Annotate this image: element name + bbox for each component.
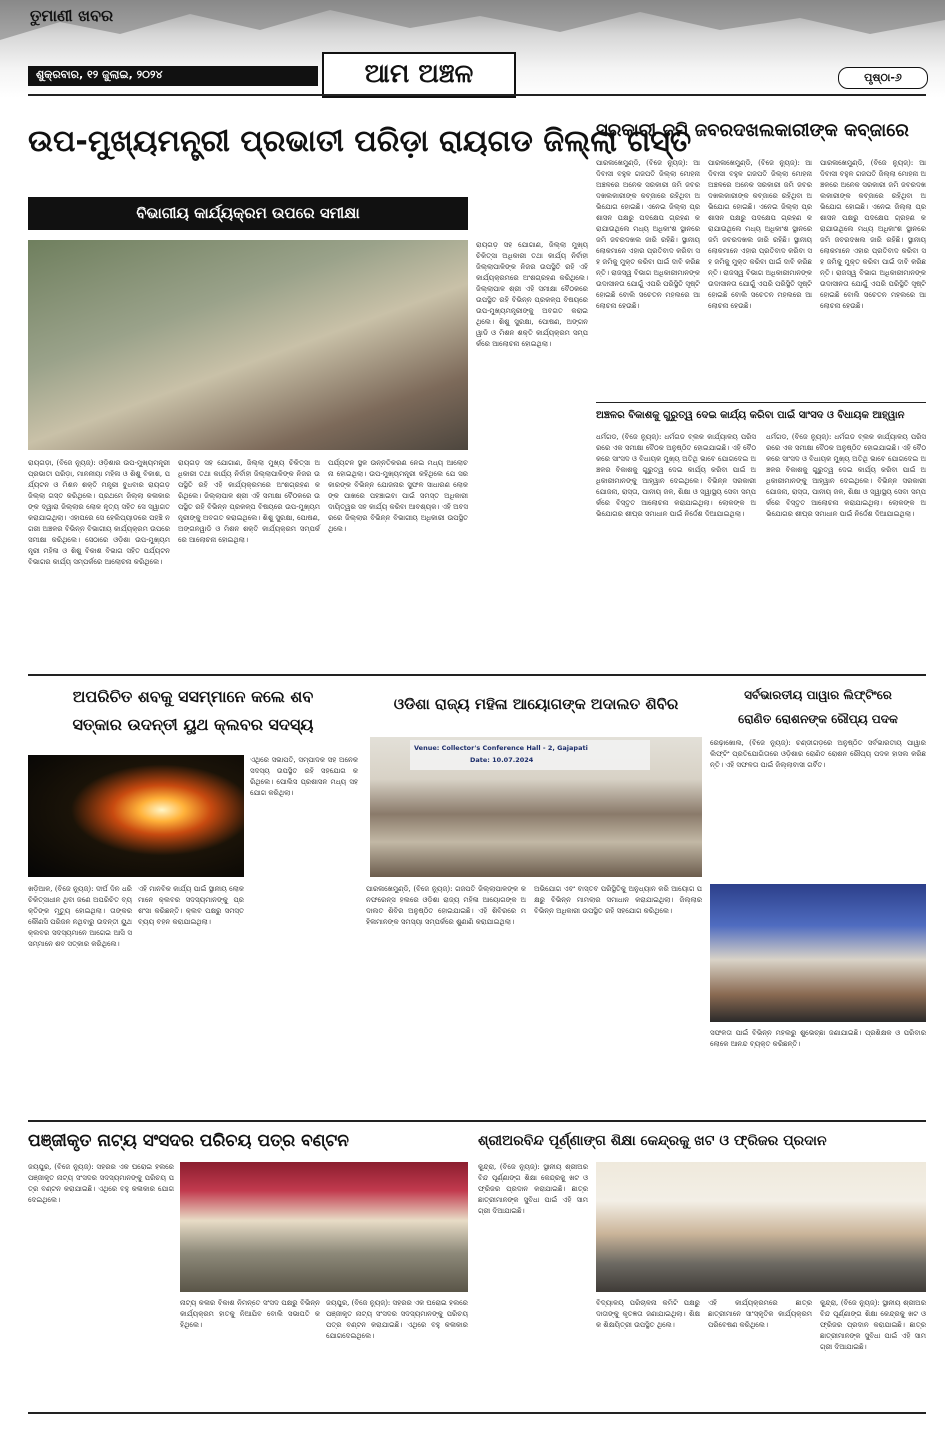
story6-headline-line1: ସର୍ବଭାରତୀୟ ପାୱାର ଲିଫ୍ଟିଂରେ bbox=[744, 688, 892, 702]
story1-photo bbox=[28, 240, 468, 450]
story8-headline: ଶ୍ରୀଅରବିନ୍ଦ ପୂର୍ଣ୍ଣାଙ୍ଗ ଶିକ୍ଷା କେନ୍ଦ୍ରକୁ ଖଟ ଓ ଫ୍ରିଜର ପ୍ରଦାନ bbox=[478, 1133, 827, 1149]
row1-divider bbox=[28, 674, 926, 676]
story7-body-col2: ନାଟ୍ୟ କଳାର ବିକାଶ ନିମନ୍ତେ ସଂସଦ ପକ୍ଷରୁ ବିଭିନ୍ନ କାର୍ଯ୍ୟକ୍ରମ ହାତକୁ ନିଆଯିବ ବୋଲି ସଭାପତି କହିଥିଲେ। bbox=[180, 1299, 320, 1329]
story7-photo bbox=[180, 1162, 468, 1292]
row2-divider bbox=[28, 1120, 926, 1122]
story3-body-col2: ଧର୍ମଗଡ, (ବିଜେ ନ୍ୟୁଜ୍): ଧର୍ମଗଡ ବ୍ଲକ କାର୍ଯ୍ୟାଳୟ ପରିସରରେ ଏକ ସମୀକ୍ଷା ବୈଠକ ଅନୁଷ୍ଠିତ ହୋଇଯାଇଛି। ଏହି ବୈଠକରେ ସାଂସଦ ଓ ବିଧାୟକ ମୁଖ୍ୟ ଅତିଥି ଭାବେ ଯୋଗଦେଇ ଅଞ୍ଚଳର ବିକାଶକୁ ଗୁରୁତ୍ୱ ଦେଇ କାର୍ଯ୍ୟ କରିବା ପାଇଁ ଅଧିକାରୀମାନଙ୍କୁ ଆହ୍ୱାନ ଦେଇଥିଲେ। ବିଭିନ୍ନ ସରକାରୀ ଯୋଜନା, ରାସ୍ତା, ପାନୀୟ ଜଳ, ଶିକ୍ଷା ଓ ସ୍ୱାସ୍ଥ୍ୟ ସେବା ସମ୍ପର୍କରେ ବିସ୍ତୃତ ଆଲୋଚନା କରାଯାଇଥିଲା। ଲୋକଙ୍କ ଅଭିଯୋଗର ଶୀଘ୍ର ସମାଧାନ ପାଇଁ ନିର୍ଦ୍ଦେଶ ଦିଆଯାଇଥିଲା। bbox=[766, 433, 926, 518]
story2-body-col3: ପାରଳାଖେମୁଣ୍ଡି, (ବିଜେ ନ୍ୟୁଜ୍): ଆଦିବାସୀ ବହୁଳ ଗଜପତି ଜିଲ୍ଲା ମୋହନା ଅଞ୍ଚଳରେ ଅନେକ ସରକାରୀ ଜମି ଜବରଦଖଲକାରୀଙ୍କ କବ୍ଜାରେ ରହିଥିବା ଅଭିଯୋଗ ହୋଇଛି। ଏନେଇ ଜିଲ୍ଲା ପ୍ରଶାସନ ପକ୍ଷରୁ ପଦକ୍ଷେପ ଗ୍ରହଣ କରାଯାଉଥିଲେ ମଧ୍ୟ ଅଧିକାଂଶ ସ୍ଥାନରେ ଜମି ଜବରଦଖଲ ଜାରି ରହିଛି। ସ୍ଥାନୀୟ ଲୋକମାନେ ଏହାର ପ୍ରତିବାଦ କରିବା ସହ ଜମିକୁ ମୁକ୍ତ କରିବା ପାଇଁ ଦାବି କରିଛନ୍ତି। ରାଜସ୍ୱ ବିଭାଗ ଅଧିକାରୀମାନଙ୍କ ଉଦାସୀନତା ଯୋଗୁଁ ଏପରି ପରିସ୍ଥିତି ସୃଷ୍ଟି ହୋଇଛି ବୋଲି ସଚେତନ ମହଲରେ ଆଲୋଚନା ହେଉଛି। bbox=[820, 159, 926, 310]
story7-body-col1: ଜୟପୁର, (ବିଜେ ନ୍ୟୁଜ୍): ସହରର ଏକ ଘରୋଇ ହଲରେ ପଞ୍ଜୀକୃତ ନାଟ୍ୟ ସଂସଦର ସଦସ୍ୟମାନଙ୍କୁ ପରିଚୟ ପତ୍ର ବଣ୍ଟନ କରାଯାଇଛି। ଏଥିରେ ବହୁ କଳାକାର ଯୋଗଦେଇଥିଲେ। bbox=[28, 1163, 174, 1204]
story6-body-top: ରେଢ଼ାଖୋଲ, (ବିଜେ ନ୍ୟୁଜ୍): ଚଣ୍ଡୀଗଡ଼ରେ ଅନୁଷ୍ଠିତ ସର୍ବଭାରତୀୟ ପାୱାର ଲିଫ୍ଟିଂ ପ୍ରତିଯୋଗିତାରେ ଓଡ଼ିଶାର ରୋଣିତ ରୋଶନ ରୌପ୍ୟ ପଦକ ହାସଲ କରିଛନ୍ତି। ଏହି ସଫଳତା ପାଇଁ ଜିଲ୍ଲାବାସୀ ଗର୍ବିତ। bbox=[710, 739, 926, 769]
story8-body-col3: ଏହି କାର୍ଯ୍ୟକ୍ରମରେ ଛାତ୍ରଛାତ୍ରୀମାନେ ସାଂସ୍କୃତିକ କାର୍ଯ୍ୟକ୍ରମ ପରିବେଷଣ କରିଥିଲେ। bbox=[708, 1299, 812, 1329]
page-bottom-rule bbox=[28, 1412, 926, 1414]
story1-headline: ଉପ-ମୁଖ୍ୟମନ୍ତ୍ରୀ ପ୍ରଭାତୀ ପରିଡ଼ା ରାୟଗଡ ଜିଲ୍ଲା ଗସ୍ତ bbox=[28, 124, 692, 159]
masthead-hills-graphic bbox=[0, 0, 945, 60]
story4-headline-line1: ଅପରିଚିତ ଶବକୁ ସସମ୍ମାନେ କଲେ ଶବ bbox=[72, 687, 314, 706]
story3-top-rule bbox=[596, 402, 926, 403]
story1-body-col1: ରାୟଗଡ଼ା, (ବିଜେ ନ୍ୟୁଜ୍): ଓଡ଼ିଶାର ଉପ-ମୁଖ୍ୟମନ୍ତ୍ରୀ ପ୍ରଭାତୀ ପରିଡ଼ା, ମାନନୀୟା ମହିଳା ଓ ଶିଶୁ ବିକାଶ, ପର୍ଯ୍ୟଟନ ଓ ମିଶନ ଶକ୍ତି ମନ୍ତ୍ରୀ ବୁଧବାର ରାୟଗଡ଼ ଜିଲ୍ଲା ଗସ୍ତ କରିଥିଲେ। ପ୍ରଥମେ ଜିଲ୍ଲା କଳାକାରଙ୍କ ଦ୍ୱାରା ଜିଲ୍ଲାର ଲୋକ ନୃତ୍ୟ ସହିତ ସେ ସ୍ୱାଗତ କରାଯାଇଥିଲା। ଏହାପରେ ସେ ହେଲିପ୍ୟାଡରେ ପହଞ୍ଚି ନଗରୀ ଅଞ୍ଚଳର ବିଭିନ୍ନ ବିଭାଗୀୟ କାର୍ଯ୍ୟକ୍ରମ ଉପରେ ସମୀକ୍ଷା କରିଥିଲେ। ସେଠାରେ ଓଡ଼ିଶା ଉପ-ମୁଖ୍ୟମନ୍ତ୍ରୀ ମହିଳା ଓ ଶିଶୁ ବିକାଶ ବିଭାଗ ସହିତ ପର୍ଯ୍ୟଟନ ବିଭାଗର କାର୍ଯ୍ୟ ସମ୍ପର୍କରେ ଆଲୋଚନା କରିଥିଲେ। bbox=[28, 459, 170, 566]
story3-headline: ଅଞ୍ଚଳର ବିକାଶକୁ ଗୁରୁତ୍ୱ ଦେଇ କାର୍ଯ୍ୟ କରିବା ପାଇଁ ସାଂସଦ ଓ ବିଧାୟକ ଆହ୍ୱାନ bbox=[596, 410, 905, 421]
story4-photo bbox=[28, 755, 244, 877]
story8-body-col2: ବିଦ୍ୟାଳୟ ପରିଚାଳନା କମିଟି ପକ୍ଷରୁ ଦାତାଙ୍କୁ କୃତଜ୍ଞତା ଜଣାଯାଇଥିଲା। ଶିକ୍ଷକ ଶିକ୍ଷୟିତ୍ରୀ ଉପସ୍ଥିତ ଥିଲେ। bbox=[596, 1299, 700, 1329]
story4-body-col1: ଖଡ଼ିଆଳ, (ବିଜେ ନ୍ୟୁଜ୍): ଦୀର୍ଘ ଦିନ ଧରି ଚିକିତ୍ସାଧୀନ ଥିବା ଜଣେ ଅପରିଚିତ ବ୍ୟକ୍ତିଙ୍କ ମୃତ୍ୟୁ ହୋଇଥିଲା। ତାଙ୍କର କୌଣସି ପରିଜନ ନଥିବାରୁ ଉଦନ୍ତୀ ୟୁଥ କ୍ଲବର ସଦସ୍ୟମାନେ ଆଗେଇ ଆସି ସସମ୍ମାନେ ଶବ ସତ୍କାର କରିଥିଲେ। bbox=[28, 885, 132, 948]
story8-photo bbox=[596, 1162, 926, 1292]
story2-body-col1: ପାରଳାଖେମୁଣ୍ଡି, (ବିଜେ ନ୍ୟୁଜ୍): ଆଦିବାସୀ ବହୁଳ ଗଜପତି ଜିଲ୍ଲା ମୋହନା ଅଞ୍ଚଳରେ ଅନେକ ସରକାରୀ ଜମି ଜବରଦଖଲକାରୀଙ୍କ କବ୍ଜାରେ ରହିଥିବା ଅଭିଯୋଗ ହୋଇଛି। ଏନେଇ ଜିଲ୍ଲା ପ୍ରଶାସନ ପକ୍ଷରୁ ପଦକ୍ଷେପ ଗ୍ରହଣ କରାଯାଉଥିଲେ ମଧ୍ୟ ଅଧିକାଂଶ ସ୍ଥାନରେ ଜମି ଜବରଦଖଲ ଜାରି ରହିଛି। ସ୍ଥାନୀୟ ଲୋକମାନେ ଏହାର ପ୍ରତିବାଦ କରିବା ସହ ଜମିକୁ ମୁକ୍ତ କରିବା ପାଇଁ ଦାବି କରିଛନ୍ତି। ରାଜସ୍ୱ ବିଭାଗ ଅଧିକାରୀମାନଙ୍କ ଉଦାସୀନତା ଯୋଗୁଁ ଏପରି ପରିସ୍ଥିତି ସୃଷ୍ଟି ହୋଇଛି ବୋଲି ସଚେତନ ମହଲରେ ଆଲୋଚନା ହେଉଛି। bbox=[596, 159, 700, 310]
story5-body-col1: ପାରଳାଖେମୁଣ୍ଡି, (ବିଜେ ନ୍ୟୁଜ୍): ଗଜପତି ଜିଲ୍ଲାପାଳଙ୍କ କନଫରେନ୍ସ ହଲରେ ଓଡ଼ିଶା ରାଜ୍ୟ ମହିଳା ଆୟୋଗଙ୍କ ଅଦାଲତ ଶିବିର ଅନୁଷ୍ଠିତ ହୋଇଯାଇଛି। ଏହି ଶିବିରରେ ମହିଳାମାନଙ୍କ ସମସ୍ୟା ସମ୍ପର୍କରେ ଶୁଣାଣି କରାଯାଇଥିଲା। bbox=[366, 885, 526, 926]
story1-body-col3: ପର୍ଯ୍ୟଟନ ସ୍ଥଳ ଉନ୍ନତିକରଣ ନେଇ ମଧ୍ୟ ଆଲୋଚନା ହୋଇଥିଲା। ଉପ-ମୁଖ୍ୟମନ୍ତ୍ରୀ କହିଥିଲେ ଯେ ସରକାରଙ୍କ ବିଭିନ୍ନ ଯୋଜନାର ସୁଫଳ ସାଧାରଣ ଲୋକଙ୍କ ପାଖରେ ପହଞ୍ଚାଇବା ପାଇଁ ସମସ୍ତ ଅଧିକାରୀ ଦାୟିତ୍ୱର ସହ କାର୍ଯ୍ୟ କରିବା ଆବଶ୍ୟକ। ଏହି ଅବସରରେ ଜିଲ୍ଲାର ବିଭିନ୍ନ ବିଭାଗୀୟ ଅଧିକାରୀ ଉପସ୍ଥିତ ଥିଲେ। bbox=[328, 459, 468, 533]
masthead-page-number: ପୃଷ୍ଠା-୬ bbox=[838, 67, 928, 89]
story6-body-bottom: ସଫଳତା ପାଇଁ ବିଭିନ୍ନ ମହଲରୁ ଶୁଭେଚ୍ଛା ଜଣାଯାଇଛି। ପ୍ରଶିକ୍ଷକ ଓ ପରିବାର ଲୋକେ ଆନନ୍ଦ ବ୍ୟକ୍ତ କରିଛନ୍ତି। bbox=[710, 1029, 926, 1048]
story6-headline-line2: ରୋଣିତ ରୋଶନଙ୍କ ରୌପ୍ୟ ପଦକ bbox=[738, 712, 898, 726]
story7-body-col3: ଜୟପୁର, (ବିଜେ ନ୍ୟୁଜ୍): ସହରର ଏକ ଘରୋଇ ହଲରେ ପଞ୍ଜୀକୃତ ନାଟ୍ୟ ସଂସଦର ସଦସ୍ୟମାନଙ୍କୁ ପରିଚୟ ପତ୍ର ବଣ୍ଟନ କରାଯାଇଛି। ଏଥିରେ ବହୁ କଳାକାର ଯୋଗଦେଇଥିଲେ। bbox=[326, 1299, 468, 1340]
story4-headline-line2: ସତ୍କାର ଉଦନ୍ତୀ ୟୁଥ କ୍ଲବର ସଦସ୍ୟ bbox=[72, 715, 314, 734]
story6-photo bbox=[710, 884, 926, 1022]
story2-body-col2: ପାରଳାଖେମୁଣ୍ଡି, (ବିଜେ ନ୍ୟୁଜ୍): ଆଦିବାସୀ ବହୁଳ ଗଜପତି ଜିଲ୍ଲା ମୋହନା ଅଞ୍ଚଳରେ ଅନେକ ସରକାରୀ ଜମି ଜବରଦଖଲକାରୀଙ୍କ କବ୍ଜାରେ ରହିଥିବା ଅଭିଯୋଗ ହୋଇଛି। ଏନେଇ ଜିଲ୍ଲା ପ୍ରଶାସନ ପକ୍ଷରୁ ପଦକ୍ଷେପ ଗ୍ରହଣ କରାଯାଉଥିଲେ ମଧ୍ୟ ଅଧିକାଂଶ ସ୍ଥାନରେ ଜମି ଜବରଦଖଲ ଜାରି ରହିଛି। ସ୍ଥାନୀୟ ଲୋକମାନେ ଏହାର ପ୍ରତିବାଦ କରିବା ସହ ଜମିକୁ ମୁକ୍ତ କରିବା ପାଇଁ ଦାବି କରିଛନ୍ତି। ରାଜସ୍ୱ ବିଭାଗ ଅଧିକାରୀମାନଙ୍କ ଉଦାସୀନତା ଯୋଗୁଁ ଏପରି ପରିସ୍ଥିତି ସୃଷ୍ଟି ହୋଇଛି ବୋଲି ସଚେତନ ମହଲରେ ଆଲୋଚନା ହେଉଛି। bbox=[708, 159, 812, 310]
story4-body-col3: ଏଥିରେ ସଭାପତି, ସମ୍ପାଦକ ସହ ଅନେକ ସଦସ୍ୟ ଉପସ୍ଥିତ ରହି ସହଯୋଗ କରିଥିଲେ। ପୋଲିସ ପ୍ରଶାସନ ମଧ୍ୟ ସହଯୋଗ କରିଥିଲା। bbox=[250, 756, 358, 797]
story5-banner-venue: Venue: Collector's Conference Hall - 2, Gajapati bbox=[414, 744, 588, 752]
story8-body-col4: କୁନ୍ଦ୍ରା, (ବିଜେ ନ୍ୟୁଜ୍): ସ୍ଥାନୀୟ ଶ୍ରୀଅରବିନ୍ଦ ପୂର୍ଣ୍ଣାଙ୍ଗ ଶିକ୍ଷା କେନ୍ଦ୍ରକୁ ଖଟ ଓ ଫ୍ରିଜର ପ୍ରଦାନ କରାଯାଇଛି। ଛାତ୍ରଛାତ୍ରୀମାନଙ୍କ ସୁବିଧା ପାଇଁ ଏହି ସାମଗ୍ରୀ ଦିଆଯାଇଛି। bbox=[820, 1299, 926, 1351]
story5-banner-date: Date: 10.07.2024 bbox=[470, 756, 534, 764]
masthead-logo: ତୁମାଣୀ ଖବର bbox=[30, 6, 114, 25]
masthead-date: ଶୁକ୍ରବାର, ୧୨ ଜୁଲାଇ, ୨୦୨୪ bbox=[36, 68, 163, 81]
story8-body-col1: କୁନ୍ଦ୍ରା, (ବିଜେ ନ୍ୟୁଜ୍): ସ୍ଥାନୀୟ ଶ୍ରୀଅରବିନ୍ଦ ପୂର୍ଣ୍ଣାଙ୍ଗ ଶିକ୍ଷା କେନ୍ଦ୍ରକୁ ଖଟ ଓ ଫ୍ରିଜର ପ୍ରଦାନ କରାଯାଇଛି। ଛାତ୍ରଛାତ୍ରୀମାନଙ୍କ ସୁବିଧା ପାଇଁ ଏହି ସାମଗ୍ରୀ ଦିଆଯାଇଛି। bbox=[478, 1163, 588, 1215]
story1-subhead: ବିଭାଗୀୟ କାର୍ଯ୍ୟକ୍ରମ ଉପରେ ସମୀକ୍ଷା bbox=[136, 204, 360, 222]
story3-body-col1: ଧର୍ମଗଡ, (ବିଜେ ନ୍ୟୁଜ୍): ଧର୍ମଗଡ ବ୍ଲକ କାର୍ଯ୍ୟାଳୟ ପରିସରରେ ଏକ ସମୀକ୍ଷା ବୈଠକ ଅନୁଷ୍ଠିତ ହୋଇଯାଇଛି। ଏହି ବୈଠକରେ ସାଂସଦ ଓ ବିଧାୟକ ମୁଖ୍ୟ ଅତିଥି ଭାବେ ଯୋଗଦେଇ ଅଞ୍ଚଳର ବିକାଶକୁ ଗୁରୁତ୍ୱ ଦେଇ କାର୍ଯ୍ୟ କରିବା ପାଇଁ ଅଧିକାରୀମାନଙ୍କୁ ଆହ୍ୱାନ ଦେଇଥିଲେ। ବିଭିନ୍ନ ସରକାରୀ ଯୋଜନା, ରାସ୍ତା, ପାନୀୟ ଜଳ, ଶିକ୍ଷା ଓ ସ୍ୱାସ୍ଥ୍ୟ ସେବା ସମ୍ପର୍କରେ ବିସ୍ତୃତ ଆଲୋଚନା କରାଯାଇଥିଲା। ଲୋକଙ୍କ ଅଭିଯୋଗର ଶୀଘ୍ର ସମାଧାନ ପାଇଁ ନିର୍ଦ୍ଦେଶ ଦିଆଯାଇଥିଲା। bbox=[596, 433, 756, 518]
masthead-section-title: ଆମ ଅଞ୍ଚଳ bbox=[322, 52, 516, 98]
story4-body-col2: ଏହି ମାନବିକ କାର୍ଯ୍ୟ ପାଇଁ ସ୍ଥାନୀୟ ଲୋକମାନେ କ୍ଲବର ସଦସ୍ୟମାନଙ୍କୁ ପ୍ରଶଂସା କରିଛନ୍ତି। କ୍ଲବ ପକ୍ଷରୁ ସମସ୍ତ ବ୍ୟୟ ବହନ କରାଯାଇଥିଲା। bbox=[138, 885, 244, 926]
masthead-rule bbox=[28, 94, 926, 96]
story1-body-col4: ରାୟଗଡ଼ ସହ ଯୋଗାଣ, ଜିଲ୍ଲା ମୁଖ୍ୟ ଚିକିତ୍ସା ଅଧିକାରୀ ତଥା କାର୍ଯ୍ୟ ନିର୍ବାହୀ ଜିଲ୍ଲାପାଳିଙ୍କ ନିଜର ଉପସ୍ଥିତି ରହି ଏହି କାର୍ଯ୍ୟକ୍ରମରେ ଅଂଶଗ୍ରହଣ କରିଥିଲେ। ଜିଲ୍ଲାପାଳ ଶ୍ରୀ ଏହି ସମୀକ୍ଷା ବୈଠକରେ ଉପସ୍ଥିତ ରହି ବିଭିନ୍ନ ପ୍ରକଳ୍ପ ବିଷୟରେ ଉପ-ମୁଖ୍ୟମନ୍ତ୍ରୀଙ୍କୁ ଅବଗତ କରାଇଥିଲେ। ଶିଶୁ ସୁରକ୍ଷା, ପୋଷଣ, ଅଙ୍ଗନୱାଡି ଓ ମିଶନ ଶକ୍ତି କାର୍ଯ୍ୟକ୍ରମ ସମ୍ପର୍କରେ ଆଲୋଚନା ହୋଇଥିଲା। bbox=[476, 241, 588, 348]
story5-headline: ଓଡିଶା ରାଜ୍ୟ ମହିଳା ଆୟୋଗଙ୍କ ଅଦାଲତ ଶିବିର bbox=[393, 695, 679, 713]
story2-headline: ସରକାରୀ ଜମି ଜବରଦଖଲକାରୀଙ୍କ କବ୍ଜାରେ bbox=[596, 120, 909, 141]
story1-body-col2: ରାୟଗଡ଼ ସହ ଯୋଗାଣ, ଜିଲ୍ଲା ମୁଖ୍ୟ ଚିକିତ୍ସା ଅଧିକାରୀ ତଥା କାର୍ଯ୍ୟ ନିର୍ବାହୀ ଜିଲ୍ଲାପାଳିଙ୍କ ନିଜର ଉପସ୍ଥିତି ରହି ଏହି କାର୍ଯ୍ୟକ୍ରମରେ ଅଂଶଗ୍ରହଣ କରିଥିଲେ। ଜିଲ୍ଲାପାଳ ଶ୍ରୀ ଏହି ସମୀକ୍ଷା ବୈଠକରେ ଉପସ୍ଥିତ ରହି ବିଭିନ୍ନ ପ୍ରକଳ୍ପ ବିଷୟରେ ଉପ-ମୁଖ୍ୟମନ୍ତ୍ରୀଙ୍କୁ ଅବଗତ କରାଇଥିଲେ। ଶିଶୁ ସୁରକ୍ଷା, ପୋଷଣ, ଅଙ୍ଗନୱାଡି ଓ ମିଶନ ଶକ୍ତି କାର୍ଯ୍ୟକ୍ରମ ସମ୍ପର୍କରେ ଆଲୋଚନା ହୋଇଥିଲା। bbox=[178, 459, 320, 544]
story5-body-col2: ଅଭିଯୋଗ ଏବଂ ବାସ୍ତବ ପରିସ୍ଥିତିକୁ ଅନୁଧ୍ୟାନ କରି ଆୟୋଗ ପକ୍ଷରୁ ବିଭିନ୍ନ ମାମଲାର ସମାଧାନ କରାଯାଇଥିଲା। ଜିଲ୍ଲାର ବିଭିନ୍ନ ଅଧିକାରୀ ଉପସ୍ଥିତ ରହି ସହଯୋଗ କରିଥିଲେ। bbox=[534, 885, 702, 915]
story7-headline: ପଞ୍ଜୀକୃତ ନାଟ୍ୟ ସଂସଦର ପରିଚୟ ପତ୍ର ବଣ୍ଟନ bbox=[28, 1131, 350, 1151]
